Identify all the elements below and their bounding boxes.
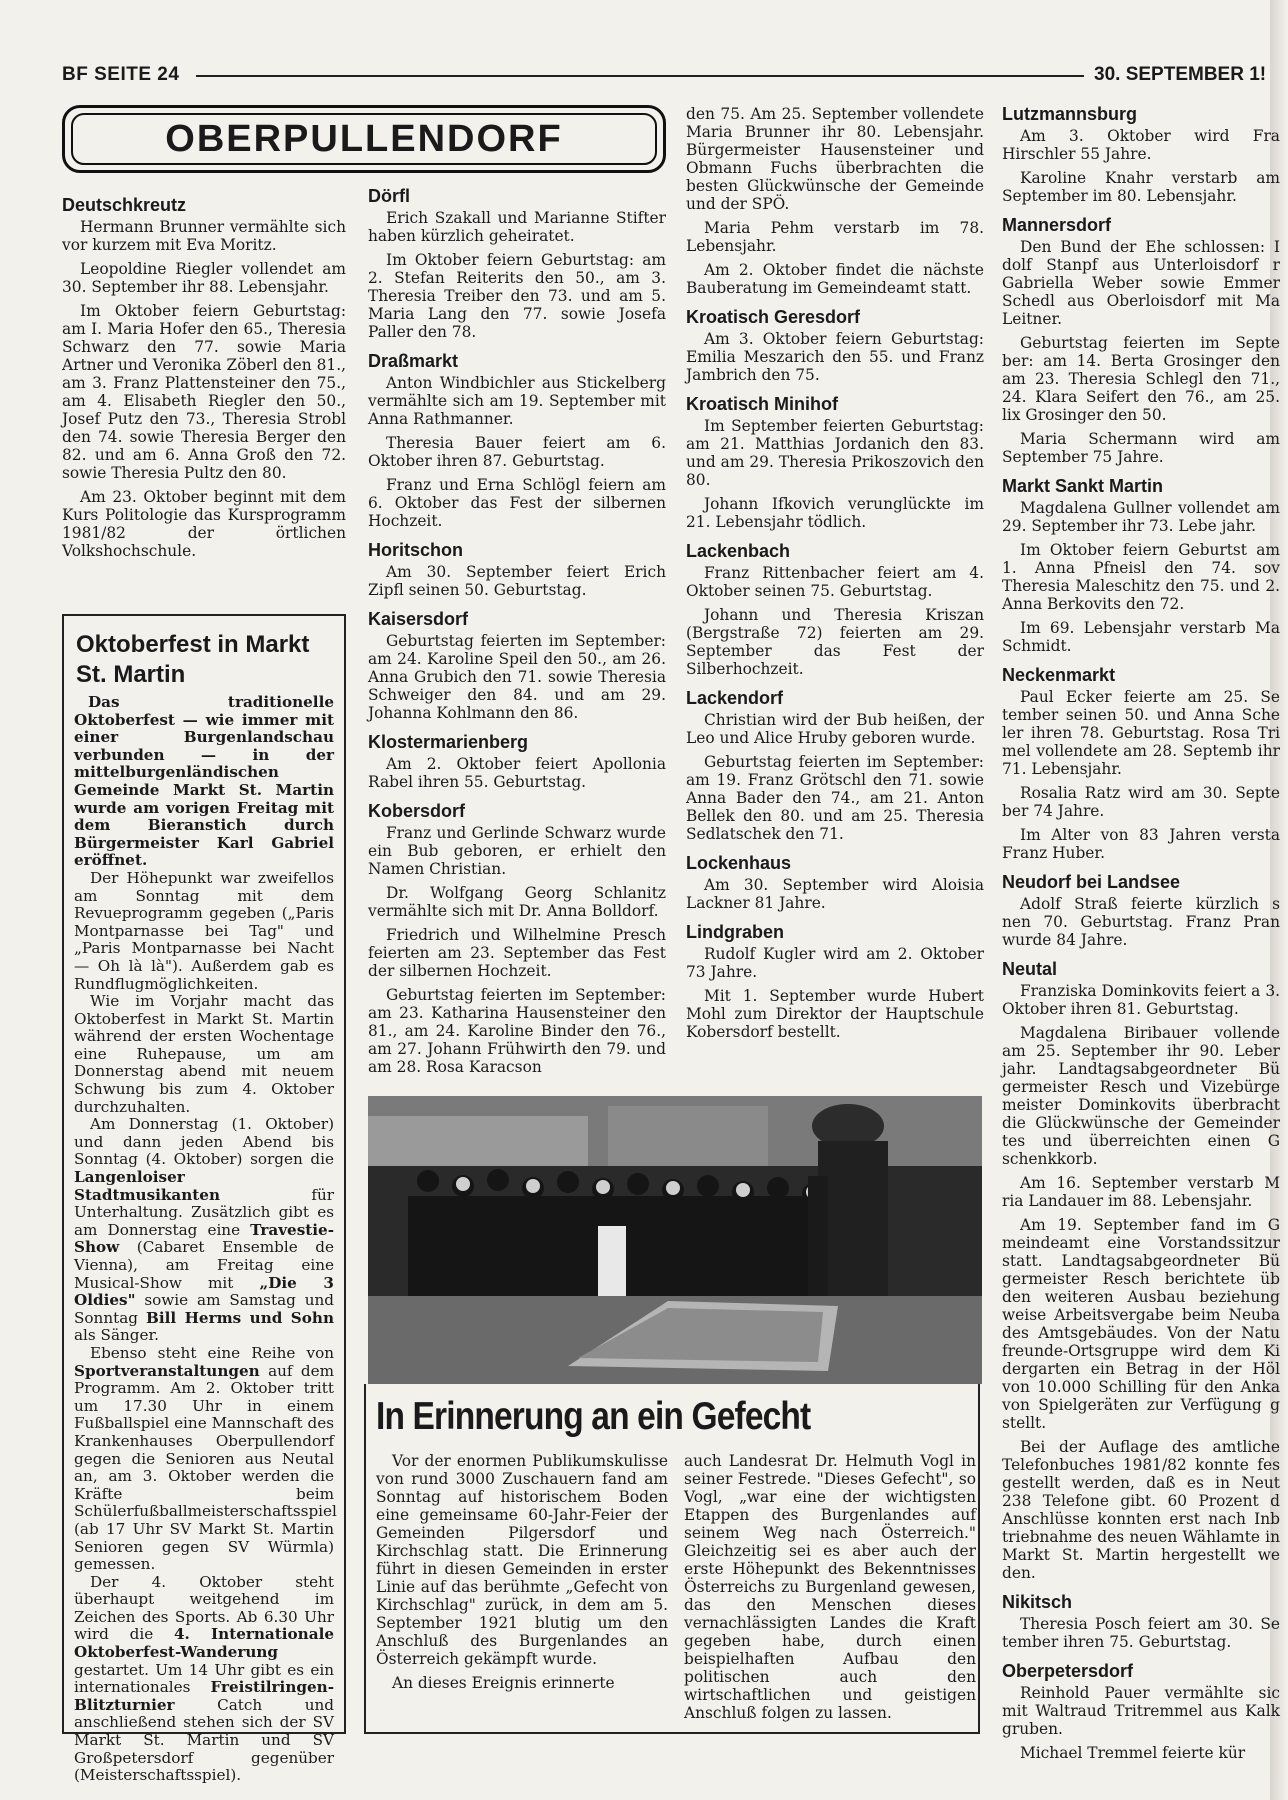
news-item: Franz Rittenbacher feiert am 4. Oktober seinen 75. Geburtstag. — [686, 564, 984, 600]
news-item: Karoline Knahr verstarb am September im 80. Lebensjahr. — [1002, 169, 1280, 205]
place-heading: Lutzmannsburg — [1002, 104, 1137, 124]
bold-text: Bill Herms und Sohn — [145, 1308, 334, 1327]
news-item: Erich Szakall und Marianne Stifter haben kürzlich geheiratet. — [368, 209, 666, 245]
place-heading: Lindgraben — [686, 922, 784, 942]
news-item: Johann und Theresia Kriszan (Bergstraße 72) feierten am 29. September das Fest der Silberhochzeit. — [686, 606, 984, 678]
bold-text: „Die 3 Oldies" — [74, 1273, 334, 1310]
text: Der 4. Oktober steht überhaupt weitgehend im Zeichen des Sports. Ab 6.30 Uhr wird die — [74, 1572, 334, 1644]
news-item: Dr. Wolfgang Georg Schlanitz vermählte sich mit Dr. Anna Bolldorf. — [368, 884, 666, 920]
page-number: BF SEITE 24 — [62, 64, 180, 85]
oktoberfest-box — [62, 614, 346, 1785]
news-item: den 75. Am 25. September vollendete Maria Brunner ihr 80. Lebensjahr. Bürgermeister Hausensteiner und Obmann Fuchs überbrachten die besten Glückwünsche der Gemeinde und der SPÖ. — [686, 105, 984, 213]
news-item: Bei der Auflage des amtliche Telefonbuches 1981/82 konnte fes gestellt werden, daß es in Neut 238 Telefone gibt. 60 Prozent d Anschlüsse konnten erst nach Inb triebnahme des neuen Wählamte in Markt St. Martin hergestellt we den. — [1002, 1438, 1280, 1582]
place-heading: Kaisersdorf — [368, 609, 469, 629]
news-item: Den Bund der Ehe schlossen: I dolf Stanpf aus Unterloisdorf r Gabriella Weber sowie Emmer Schedl aus Oberloisdorf mit Ma Leitner. — [1002, 238, 1280, 328]
place-heading: Lackenbach — [686, 541, 791, 561]
box-paragraph — [74, 1574, 334, 1785]
photo-illustration — [368, 1096, 982, 1384]
news-item: Geburtstag feierten im September: am 19. Franz Grötschl den 71. sowie Anna Bader den 74., am 21. Anton Bellek den 80. und am 25. Theresia Sedlatschek den 71. — [686, 753, 984, 843]
news-item: Im 69. Lebensjahr verstarb Ma Schmidt. — [1002, 619, 1280, 655]
place-heading: Neckenmarkt — [1002, 665, 1116, 685]
ceremony-photo — [368, 1096, 982, 1384]
bold-text: Freistilringen-Blitzturnier — [74, 1678, 334, 1714]
news-item: Johann Ifkovich verunglückte im 21. Lebensjahr tödlich. — [686, 495, 984, 531]
header-rule — [196, 75, 1084, 77]
article-column-left — [376, 1452, 668, 1698]
article-paragraph: auch Landesrat Dr. Helmuth Vogl in seiner Festrede. "Dieses Gefecht", so Vogl, „war eine der wichtigsten Etappen des Burgenlandes auf seinem Weg nach Österreich." Gleichzeitig sei es aber auch der erste Höhepunkt des Bekenntnisses Österreichs zu Burgenland gewesen, das den Menschen dieses vernachlässigten Landes die Kraft gegeben habe, durch einen beispielhaften Aufbau den politischen auch den wirtschaftlichen und geistigen Anschluß folgen zu lassen. — [684, 1452, 976, 1722]
news-item: Maria Pehm verstarb im 78. Lebensjahr. — [686, 219, 984, 255]
place-heading: Deutschkreutz — [62, 195, 187, 215]
news-item: Am 3. Oktober wird Fra Hirschler 55 Jahre. — [1002, 127, 1280, 163]
place-heading: Nikitsch — [1002, 1592, 1073, 1612]
place-heading: Kroatisch Minihof — [686, 394, 838, 414]
article-frame-right — [978, 1384, 980, 1734]
article-headline: In Erinnerung an ein Gefecht — [376, 1395, 811, 1438]
text: sowie am Samstag und Sonntag — [74, 1291, 334, 1327]
news-item: Geburtstag feierten im September: am 24. Karoline Speil den 50., am 26. Anna Grubich den 71. sowie Theresia Schweiger den 84. und am 29. Johanna Kohlmann den 86. — [368, 632, 666, 722]
box-paragraph: Der Höhepunkt war zweifellos am Sonntag mit dem Revueprogramm gegeben („Paris Montparnasse bei Tag" und „Paris Montparnasse bei Nacht — Oh là là"). Außerdem gab es Rundflugmöglichkeiten. — [74, 868, 334, 993]
news-item: Anton Windbichler aus Stickelberg vermählte sich am 19. September mit Anna Rathmanner. — [368, 374, 666, 428]
bold-text: 4. Internationale Oktoberfest-Wanderung — [74, 1625, 334, 1662]
news-item: Leopoldine Riegler vollendet am 30. September ihr 88. Lebensjahr. — [62, 260, 346, 296]
section-banner — [62, 105, 666, 173]
column-4 — [1002, 104, 1280, 1768]
news-item: Am 2. Oktober findet die nächste Bauberatung im Gemeindeamt statt. — [686, 261, 984, 297]
news-item: Franz und Gerlinde Schwarz wurde ein Bub geboren, er erhielt den Namen Christian. — [368, 824, 666, 878]
news-item: Am 2. Oktober feiert Apollonia Rabel ihren 55. Geburtstag. — [368, 755, 666, 791]
news-item: Am 30. September wird Aloisia Lackner 81 Jahre. — [686, 876, 984, 912]
box-paragraph: Wie im Vorjahr macht das Oktoberfest in Markt St. Martin während der ersten Wochentage eine Ruhepause, um am Donnerstag abend mit neuem Schwung bis zum 4. Oktober durchzuhalten. — [74, 992, 334, 1116]
box-paragraph — [74, 1116, 334, 1345]
box-paragraph — [74, 1343, 337, 1574]
bold-text: Travestie-Show — [74, 1220, 334, 1257]
news-item: Im Oktober feiern Geburtstag: am I. Maria Hofer den 65., Theresia Schwarz den 77. sowie Maria Artner und Veronika Zöberl den 81., am 3. Franz Plattensteiner den 75., am 4. Elisabeth Riegler den 50., Josef Putz den 73., Theresia Strobl den 74. sowie Theresia Berger den 82. und am 6. Anna Groß den 72. sowie Theresia Pultz den 80. — [62, 302, 346, 482]
news-item: Am 23. Oktober beginnt mit dem Kurs Politologie das Kursprogramm 1981/82 der örtlichen Volkshochschule. — [62, 488, 346, 560]
news-item: Maria Schermann wird am September 75 Jahre. — [1002, 430, 1280, 466]
news-item: Michael Tremmel feierte kür — [1020, 1744, 1246, 1762]
news-item: Am 30. September feiert Erich Zipfl seinen 50. Geburtstag. — [368, 563, 666, 599]
place-heading: Markt Sankt Martin — [1002, 476, 1164, 496]
news-item: Theresia Bauer feiert am 6. Oktober ihren 87. Geburtstag. — [368, 434, 666, 470]
place-heading: Klostermarienberg — [368, 732, 529, 752]
text: Ebenso steht eine Reihe von — [90, 1343, 334, 1362]
news-item: Geburtstag feierten im September: am 23. Katharina Hausensteiner den 81., am 24. Karoline Binder den 76., am 27. Johann Frühwirth den 79. und am 28. Rosa Karacson — [368, 986, 666, 1076]
news-item: Magdalena Gullner vollendet am 29. September ihr 73. Lebe jahr. — [1002, 499, 1280, 535]
text: Catch und anschließend stehen sich der SV Markt St. Martin und SV Großpetersdorf gegenüber (Meisterschaftsspiel). — [74, 1695, 334, 1785]
news-item: Paul Ecker feierte am 25. Se tember seinen 50. und Anna Sche ler ihren 78. Geburtstag. Rosa Tri mel vollendete am 28. Septemb ihr 71. Lebensjahr. — [1002, 688, 1280, 778]
news-item: Reinhold Pauer vermählte sic mit Waltraud Tritremmel aus Kalk gruben. — [1002, 1684, 1280, 1738]
article-paragraph: An dieses Ereignis erinnerte — [392, 1674, 615, 1692]
text: für Unterhaltung. Zusätzlich gibt es am Donnerstag eine — [74, 1185, 334, 1239]
place-heading: Dörfl — [368, 186, 410, 206]
bold-text: Langenloiser Stadtmusikanten — [74, 1168, 221, 1204]
column-2 — [368, 186, 666, 1082]
box-title: Oktoberfest in Markt St. Martin — [76, 631, 310, 688]
text: gestartet. Um 14 Uhr gibt es ein internationales — [74, 1660, 334, 1697]
news-item: Geburtstag feierten im Septe ber: am 14. Berta Grosinger den am 23. Theresia Schlegl den 71., 24. Klara Seifert den 76., am 25. lix Grosinger den 50. — [1002, 334, 1280, 424]
news-item: Im September feierten Geburtstag: am 21. Matthias Jordanich den 83. und am 29. Theresia Prikoszovich den 80. — [686, 417, 984, 489]
place-heading: Oberpetersdorf — [1002, 1661, 1134, 1681]
place-heading: Kobersdorf — [368, 801, 466, 821]
place-heading: Neutal — [1002, 959, 1058, 979]
news-item: Am 19. September fand im G meindeamt eine Vorstandssitzur statt. Landtagsabgeordneter Bü germeister Resch berichtete üb den weiteren Ausbau beziehung weise Arbeitsvergabe beim Neuba des Amtsgebäudes. Von der Natu freunde-Ortsgruppe wird dem Ki dergarten ein Betrag in der Höl von 10.000 Schilling für den Anka von Spielgeräten zur Verfügung g stellt. — [1002, 1216, 1280, 1432]
column-1 — [62, 195, 346, 566]
news-item: Rudolf Kugler wird am 2. Oktober 73 Jahre. — [686, 945, 984, 981]
issue-date: 30. SEPTEMBER 1! — [1094, 64, 1267, 85]
place-heading: Horitschon — [368, 540, 464, 560]
news-item: Rosalia Ratz wird am 30. Septe ber 74 Jahre. — [1002, 784, 1280, 820]
news-item: Hermann Brunner vermählte sich vor kurzem mit Eva Moritz. — [62, 218, 346, 254]
news-item: Am 16. September verstarb M ria Landauer im 88. Lebensjahr. — [1002, 1174, 1280, 1210]
place-heading: Lackendorf — [686, 688, 784, 708]
text: (Cabaret Ensemble de Vienna), am Freitag eine Musical-Show mit — [74, 1238, 334, 1292]
place-heading: Lockenhaus — [686, 853, 792, 873]
place-heading: Neudorf bei Landsee — [1002, 872, 1181, 892]
place-heading: Mannersdorf — [1002, 215, 1112, 235]
news-item: Friedrich und Wilhelmine Presch feierten am 23. September das Fest der silbernen Hochzeit. — [368, 926, 666, 980]
text: als Sänger. — [74, 1326, 159, 1345]
news-item: Christian wird der Bub heißen, der Leo und Alice Hruby geboren wurde. — [686, 711, 984, 747]
place-heading: Draßmarkt — [368, 351, 459, 371]
box-lead: Das traditionelle Oktoberfest — wie immer mit einer Burgenlandschau verbunden — in der mittelburgenländischen Gemeinde Markt St. Martin wurde am vorigen Freitag mit dem Bieranstich durch Bürgermeister Karl Gabriel eröffnet. — [74, 693, 334, 870]
news-item: Theresia Posch feiert am 30. Se tember ihren 75. Geburtstag. — [1002, 1615, 1280, 1651]
news-item: Franziska Dominkovits feiert a 3. Oktober ihren 81. Geburtstag. — [1002, 982, 1280, 1018]
news-item: Am 3. Oktober feiern Geburtstag: Emilia Meszarich den 55. und Franz Jambrich den 75. — [686, 330, 984, 384]
section-title: OBERPULLENDORF — [165, 117, 563, 160]
place-heading: Kroatisch Geresdorf — [686, 307, 861, 327]
news-item: Mit 1. September wurde Hubert Mohl zum Direktor der Hauptschule Kobersdorf bestellt. — [686, 987, 984, 1041]
bold-text: Sportveranstaltungen — [74, 1361, 260, 1380]
news-item: Im Alter von 83 Jahren versta Franz Huber. — [1002, 826, 1280, 862]
column-3 — [686, 105, 984, 1047]
news-item: Franz und Erna Schlögl feiern am 6. Oktober das Fest der silbernen Hochzeit. — [368, 476, 666, 530]
article-paragraph: Vor der enormen Publikumskulisse von rund 3000 Zuschauern fand am Sonntag auf historischem Boden eine gemeinsame 60-Jahr-Feier der Gemeinden Pilgersdorf und Kirchschlag statt. Die Erinnerung führt in diesen Gemeinden in erster Linie auf das berühmte „Gefecht von Kirchschlag" zurück, in dem am 5. September 1921 blutig um den Anschluß des Burgenlandes an Österreich gekämpft wurde. — [376, 1452, 668, 1668]
article-column-right — [684, 1452, 976, 1728]
news-item: Magdalena Biribauer vollende am 25. September ihr 90. Leber jahr. Landtagsabgeordneter Bü germeister Resch und Vizebürge meister Dominkovits überbracht die Glückwünsche der Gemeinder tes und überreichten einen G schenkkorb. — [1002, 1024, 1280, 1168]
section-banner-inner — [71, 113, 657, 165]
text: auf dem Programm. Am 2. Oktober tritt um 17.30 Uhr in einem Fußballspiel eine Mannschaft des Krankenhauses Oberpullendorf gegen die Senioren aus Neutal an, am 3. Oktober werden die Kräfte beim Schülerfußballmeisterschaftsspiel (ab 17 Uhr SV Markt St. Martin Senioren gegen SV Würmla) gemessen. — [74, 1361, 337, 1574]
news-item: Im Oktober feiern Geburtstag: am 2. Stefan Reiterits den 50., am 3. Theresia Treiber den 73. und am 5. Maria Lang den 77. sowie Josefa Paller den 78. — [368, 251, 666, 341]
news-item: Adolf Straß feierte kürzlich s nen 70. Geburtstag. Franz Pran wurde 84 Jahre. — [1002, 895, 1280, 949]
text: Am Donnerstag (1. Oktober) und dann jeden Abend bis Sonntag (4. Oktober) sorgen die — [74, 1115, 334, 1169]
article-frame-bottom — [364, 1732, 980, 1734]
article-frame-left — [364, 1384, 366, 1734]
news-item: Im Oktober feiern Geburtst am 1. Anna Pfneisl den 74. sov Theresia Maleschitz den 75. und 2. Anna Berkovits den 72. — [1002, 541, 1280, 613]
